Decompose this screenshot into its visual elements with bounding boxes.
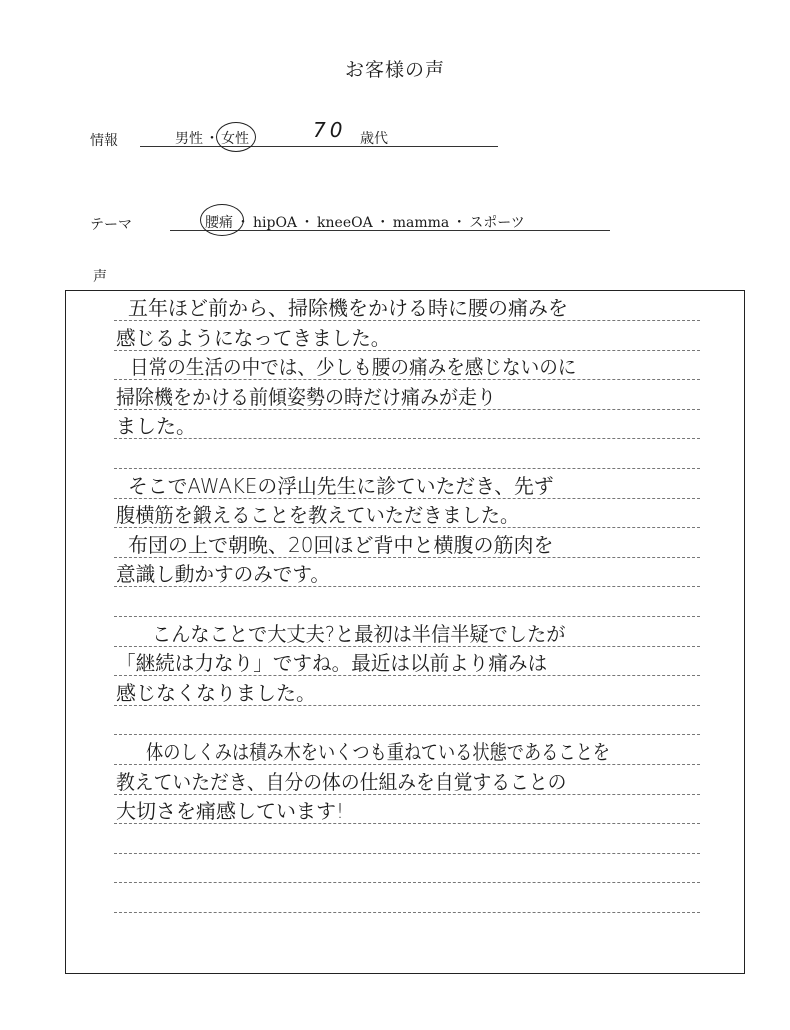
page-title: お客様の声 [344,59,445,81]
ruled-line [114,557,700,558]
ruled-line [114,794,700,795]
gender-female-label: 女性 [221,131,249,147]
ruled-line [114,616,700,617]
ruled-line [114,853,700,854]
voice-label: 声 [93,269,107,285]
theme-item-label: 腰痛 [205,215,233,231]
theme-separator: ・ [300,215,315,231]
theme-separator: ・ [236,215,250,231]
ruled-line [114,705,700,706]
theme-item-kneeoa: kneeOA [317,215,373,231]
gender-male-option: 男性 [175,131,203,147]
age-value: 70 [313,118,347,142]
handwritten-line: 「継続は力なり」ですね。最近は以前より痛みは [116,651,548,676]
ruled-line [114,912,700,913]
ruled-line [114,734,700,735]
handwritten-line: 掃除機をかける前傾姿勢の時だけ痛みが走り [116,384,496,409]
ruled-line [114,320,700,321]
info-label: 情報 [90,133,118,149]
handwritten-line: 教えていただき、自分の体の仕組みを自覚することの [116,769,567,794]
ruled-line [114,823,700,824]
handwritten-line: 五年ほど前から、掃除機をかける時に腰の痛みを [128,296,568,320]
gender-female-option [221,128,249,148]
handwritten-line: 大切さを痛感しています! [116,799,345,824]
theme-separator: ・ [375,215,390,231]
theme-item-lowback [205,212,233,232]
theme-options [205,212,525,232]
ruled-line [114,675,700,676]
selection-circle-icon [200,204,244,236]
ruled-line [114,350,700,351]
handwritten-line: 布団の上で朝晩、20回ほど背中と横腹の筋肉を [128,532,554,557]
ruled-line [114,527,700,528]
ruled-line [114,468,700,469]
gender-separator: ・ [205,131,219,147]
ruled-line [114,379,700,380]
theme-item-hipoa: hipOA [253,215,298,231]
handwritten-line: ました。 [116,414,196,439]
handwritten-line: こんなことで大丈夫?と最初は半信半疑でしたが [152,621,566,646]
ruled-line [114,882,700,883]
theme-label: テーマ [90,217,132,233]
age-suffix: 歳代 [360,131,388,147]
gender-row [175,128,249,148]
ruled-line [114,764,700,765]
theme-item-mamma: mamma [392,215,450,231]
ruled-line [114,498,700,499]
handwritten-line: 日常の生活の中では、少しも腰の痛みを感じないのに [130,355,577,380]
handwritten-line: 体のしくみは積み木をいくつも重ねている状態であることを [146,740,610,764]
handwritten-line: 腹横筋を鍛えることを教えていただきました。 [116,503,520,528]
ruled-line [114,409,700,410]
selection-circle-icon [216,122,256,152]
handwritten-line: 感じなくなりました。 [116,680,316,705]
ruled-line [114,646,700,647]
handwritten-line: そこでAWAKEの浮山先生に診ていただき、先ず [128,473,554,498]
ruled-line [114,438,700,439]
ruled-line [114,586,700,587]
handwritten-line: 意識し動かすのみです。 [116,562,331,587]
handwritten-line: 感じるようになってきました。 [116,325,391,350]
theme-separator: ・ [452,215,467,231]
theme-item-sports: スポーツ [469,215,525,231]
